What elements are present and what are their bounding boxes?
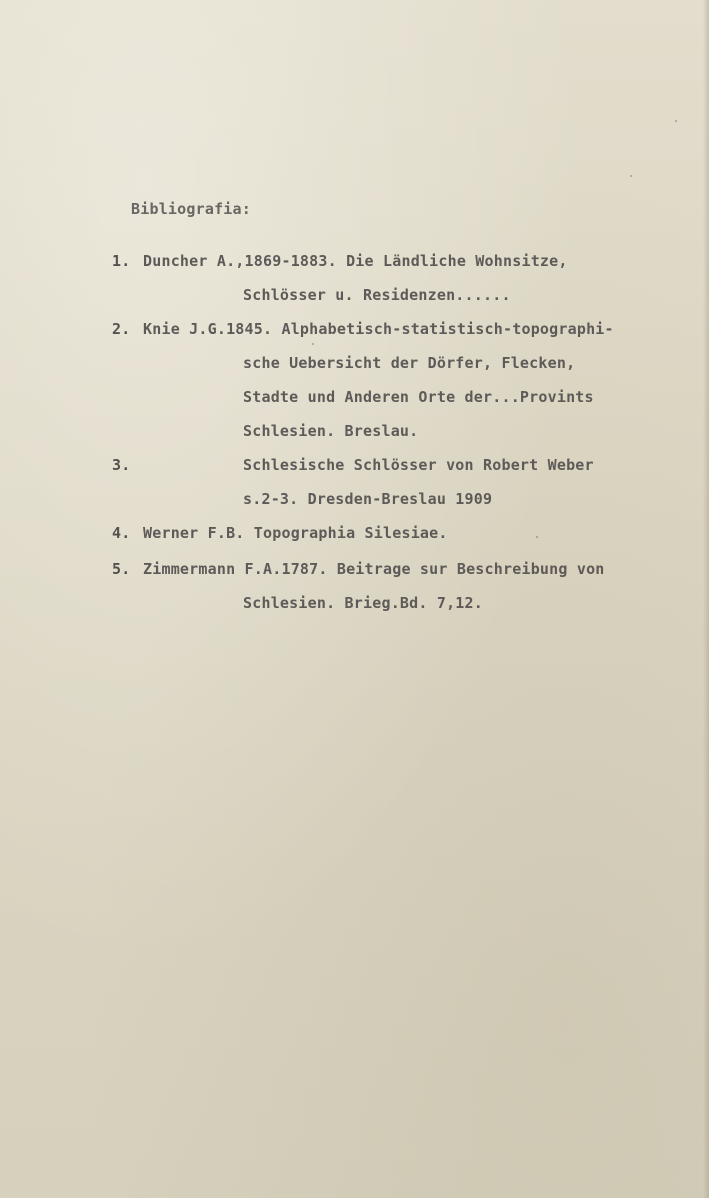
entry-4-line-1: Werner F.B. Topographia Silesiae. bbox=[143, 524, 448, 542]
entry-2-line-2: sche Uebersicht der Dörfer, Flecken, bbox=[243, 354, 576, 372]
entry-5-number: 5. bbox=[112, 560, 131, 578]
entry-2-line-1: Knie J.G.1845. Alphabetisch-statistisch-topographi- bbox=[143, 320, 614, 338]
bibliography-heading: Bibliografia: bbox=[131, 200, 251, 218]
entry-1-line-2: Schlösser u. Residenzen...... bbox=[243, 286, 511, 304]
entry-2-line-3: Stadte und Anderen Orte der...Provints bbox=[243, 388, 594, 406]
entry-4-number: 4. bbox=[112, 524, 131, 542]
entry-2-line-4: Schlesien. Breslau. bbox=[243, 422, 419, 440]
entry-1-number: 1. bbox=[112, 252, 131, 270]
paper-speck bbox=[630, 175, 632, 177]
entry-3-number: 3. bbox=[112, 456, 131, 474]
paper-speck bbox=[536, 536, 538, 538]
paper-speck bbox=[312, 343, 314, 345]
entry-5-line-2: Schlesien. Brieg.Bd. 7,12. bbox=[243, 594, 483, 612]
entry-3-line-2: s.2-3. Dresden-Breslau 1909 bbox=[243, 490, 493, 508]
entry-1-line-1: Duncher A.,1869-1883. Die Ländliche Wohnsitze, bbox=[143, 252, 568, 270]
page-edge-shadow bbox=[703, 0, 709, 1198]
paper-speck bbox=[675, 120, 677, 122]
entry-2-number: 2. bbox=[112, 320, 131, 338]
entry-5-line-1: Zimmermann F.A.1787. Beitrage sur Beschreibung von bbox=[143, 560, 605, 578]
entry-3-line-1: Schlesische Schlösser von Robert Weber bbox=[243, 456, 594, 474]
